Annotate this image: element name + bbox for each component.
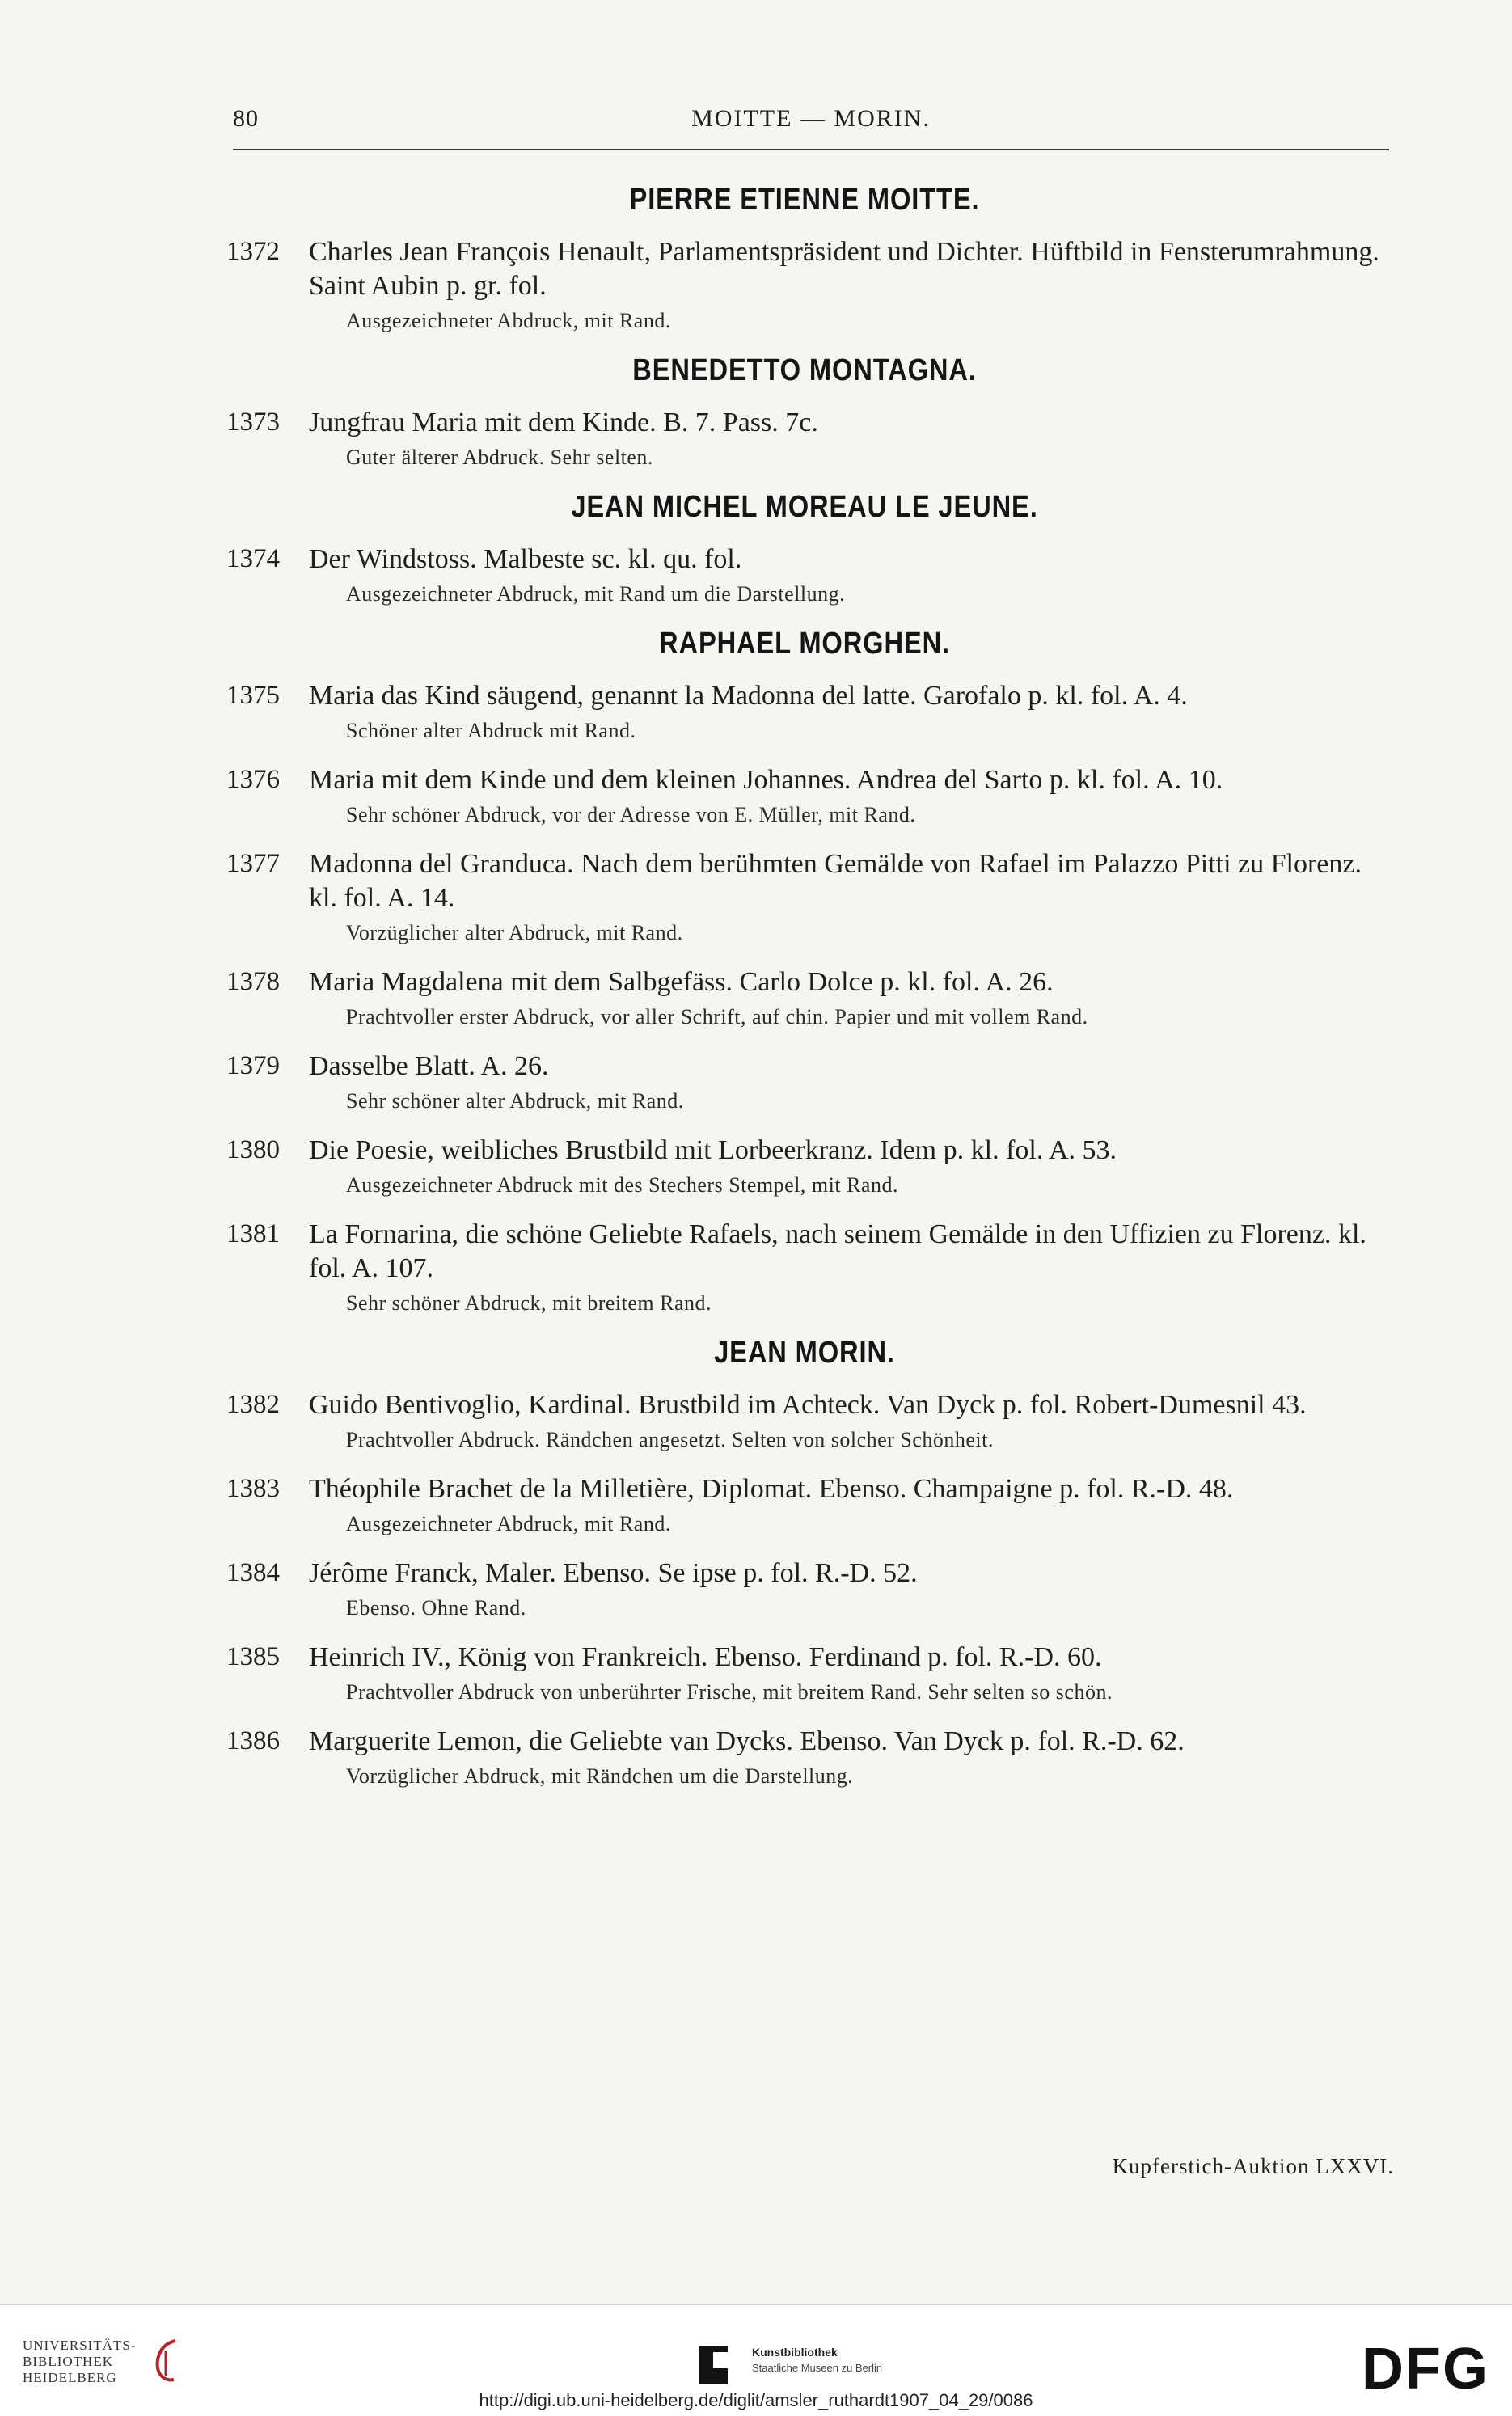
lot-description: Dasselbe Blatt. A. 26.: [309, 1051, 549, 1081]
catalog-entry: [218, 1050, 1391, 1116]
lot-number: 1373: [226, 408, 280, 437]
lot-number: 1378: [226, 967, 280, 996]
dfg-logo[interactable]: DFG: [1362, 2337, 1489, 2401]
lot-number: 1384: [226, 1558, 280, 1587]
catalog-entry: [218, 763, 1391, 830]
artist-section: [218, 183, 1391, 336]
lot-description: Jérôme Franck, Maler. Ebenso. Se ipse p. fol. R.-D. 52.: [309, 1558, 918, 1588]
lot-description: La Fornarina, die schöne Geliebte Rafaels, nach seinem Gemälde in den Uffizien zu Florenz. kl. fol. A. 107.: [309, 1219, 1366, 1283]
lot-condition: Guter älterer Abdruck. Sehr selten.: [346, 446, 653, 469]
lot-number: 1386: [226, 1726, 280, 1755]
lot-description: Maria das Kind säugend, genannt la Madonna del latte. Garofalo p. kl. fol. A. 4.: [309, 681, 1188, 711]
lot-description: Charles Jean François Henault, Parlamentspräsident und Dichter. Hüftbild in Fensterumrahmung. Saint Aubin p. gr. fol.: [309, 237, 1379, 301]
lot-number: 1382: [226, 1390, 280, 1419]
page-header: [233, 105, 1389, 146]
lot-description: Théophile Brachet de la Milletière, Diplomat. Ebenso. Champaigne p. fol. R.-D. 48.: [309, 1474, 1234, 1504]
catalog-entry: [218, 1725, 1391, 1791]
lot-condition: Ausgezeichneter Abdruck, mit Rand.: [346, 309, 671, 332]
lot-condition: Prachtvoller Abdruck von unberührter Frische, mit breitem Rand. Sehr selten so schön.: [346, 1680, 1113, 1704]
university-mark-icon: [150, 2336, 182, 2384]
lot-number: 1372: [226, 237, 280, 266]
lot-condition: Ausgezeichneter Abdruck mit des Stechers Stempel, mit Rand.: [346, 1173, 898, 1197]
lot-description: Guido Bentivoglio, Kardinal. Brustbild im Achteck. Van Dyck p. fol. Robert-Dumesnil 43.: [309, 1390, 1307, 1420]
catalog-entry: [218, 1218, 1391, 1318]
lot-description: Der Windstoss. Malbeste sc. kl. qu. fol.: [309, 544, 742, 574]
lot-description: Marguerite Lemon, die Geliebte van Dycks. Ebenso. Van Dyck p. fol. R.-D. 62.: [309, 1726, 1185, 1756]
lot-description: Jungfrau Maria mit dem Kinde. B. 7. Pass. 7c.: [309, 408, 818, 437]
kunstbibliothek-logo-icon: [699, 2346, 728, 2384]
page-number: 80: [233, 105, 259, 132]
lot-number: 1375: [226, 681, 280, 710]
lot-description: Madonna del Granduca. Nach dem berühmten Gemälde von Rafael im Palazzo Pitti zu Florenz. kl. fol. A. 14.: [309, 849, 1362, 913]
lot-condition: Prachtvoller erster Abdruck, vor aller Schrift, auf chin. Papier und mit vollem Rand.: [346, 1005, 1088, 1028]
lot-number: 1377: [226, 849, 280, 878]
library-subtitle: Staatliche Museen zu Berlin: [752, 2362, 883, 2374]
university-line: UNIVERSITÄTS-: [23, 2338, 137, 2353]
catalog-entry: [218, 1472, 1391, 1539]
lot-number: 1381: [226, 1219, 280, 1248]
artist-section: [218, 1336, 1391, 1791]
viewer-bottom-bar: [0, 2304, 1512, 2416]
lot-condition: Vorzüglicher alter Abdruck, mit Rand.: [346, 921, 683, 944]
lot-number: 1380: [226, 1135, 280, 1164]
lot-condition: Ebenso. Ohne Rand.: [346, 1596, 526, 1620]
artist-heading: RAPHAEL MORGHEN.: [659, 627, 950, 661]
lot-condition: Ausgezeichneter Abdruck, mit Rand um die Darstellung.: [346, 582, 846, 606]
catalog-entry: [218, 543, 1391, 609]
university-line: BIBLIOTHEK: [23, 2354, 113, 2369]
lot-description: Die Poesie, weibliches Brustbild mit Lorbeerkranz. Idem p. kl. fol. A. 53.: [309, 1135, 1117, 1165]
catalog-entry: [218, 1641, 1391, 1707]
university-library-logo[interactable]: [23, 2338, 137, 2386]
catalog-entry: [218, 1556, 1391, 1623]
lot-number: 1374: [226, 544, 280, 573]
lot-condition: Vorzüglicher Abdruck, mit Rändchen um die Darstellung.: [346, 1764, 854, 1788]
university-line: HEIDELBERG: [23, 2370, 117, 2385]
catalog-entry: [218, 965, 1391, 1032]
catalog-entry: [218, 1134, 1391, 1200]
artist-heading: JEAN MICHEL MOREAU LE JEUNE.: [571, 490, 1038, 524]
catalog-entry: [218, 235, 1391, 336]
artist-heading: BENEDETTO MONTAGNA.: [632, 353, 977, 387]
library-name: Kunstbibliothek: [752, 2346, 838, 2359]
lot-number: 1376: [226, 765, 280, 794]
artist-heading: PIERRE ETIENNE MOITTE.: [629, 183, 980, 217]
lot-number: 1383: [226, 1474, 280, 1503]
catalog-entry: [218, 1388, 1391, 1455]
lot-number: 1385: [226, 1642, 280, 1671]
artist-heading: JEAN MORIN.: [714, 1336, 895, 1370]
lot-number: 1379: [226, 1051, 280, 1080]
lot-condition: Sehr schöner Abdruck, vor der Adresse von E. Müller, mit Rand.: [346, 803, 916, 826]
catalog-entry: [218, 406, 1391, 472]
lot-description: Maria Magdalena mit dem Salbgefäss. Carlo Dolce p. kl. fol. A. 26.: [309, 967, 1054, 997]
running-head: MOITTE — MORIN.: [691, 105, 931, 132]
lot-condition: Prachtvoller Abdruck. Rändchen angesetzt. Selten von solcher Schönheit.: [346, 1428, 994, 1451]
lot-condition: Schöner alter Abdruck mit Rand.: [346, 719, 636, 742]
catalog-entry: [218, 847, 1391, 948]
lot-description: Heinrich IV., König von Frankreich. Ebenso. Ferdinand p. fol. R.-D. 60.: [309, 1642, 1102, 1672]
header-rule: [233, 149, 1389, 150]
catalog-entry: [218, 679, 1391, 745]
lot-condition: Sehr schöner Abdruck, mit breitem Rand.: [346, 1291, 712, 1315]
catalog-content: [218, 183, 1391, 1809]
lot-condition: Ausgezeichneter Abdruck, mit Rand.: [346, 1512, 671, 1535]
artist-section: [218, 490, 1391, 609]
auction-footer: Kupferstich-Auktion LXXVI.: [1112, 2154, 1394, 2178]
page-url[interactable]: http://digi.ub.uni-heidelberg.de/diglit/amsler_ruthardt1907_04_29/0086: [479, 2390, 1033, 2410]
lot-description: Maria mit dem Kinde und dem kleinen Johannes. Andrea del Sarto p. kl. fol. A. 10.: [309, 765, 1223, 795]
lot-condition: Sehr schöner alter Abdruck, mit Rand.: [346, 1089, 684, 1113]
artist-section: [218, 627, 1391, 1318]
artist-section: [218, 353, 1391, 472]
